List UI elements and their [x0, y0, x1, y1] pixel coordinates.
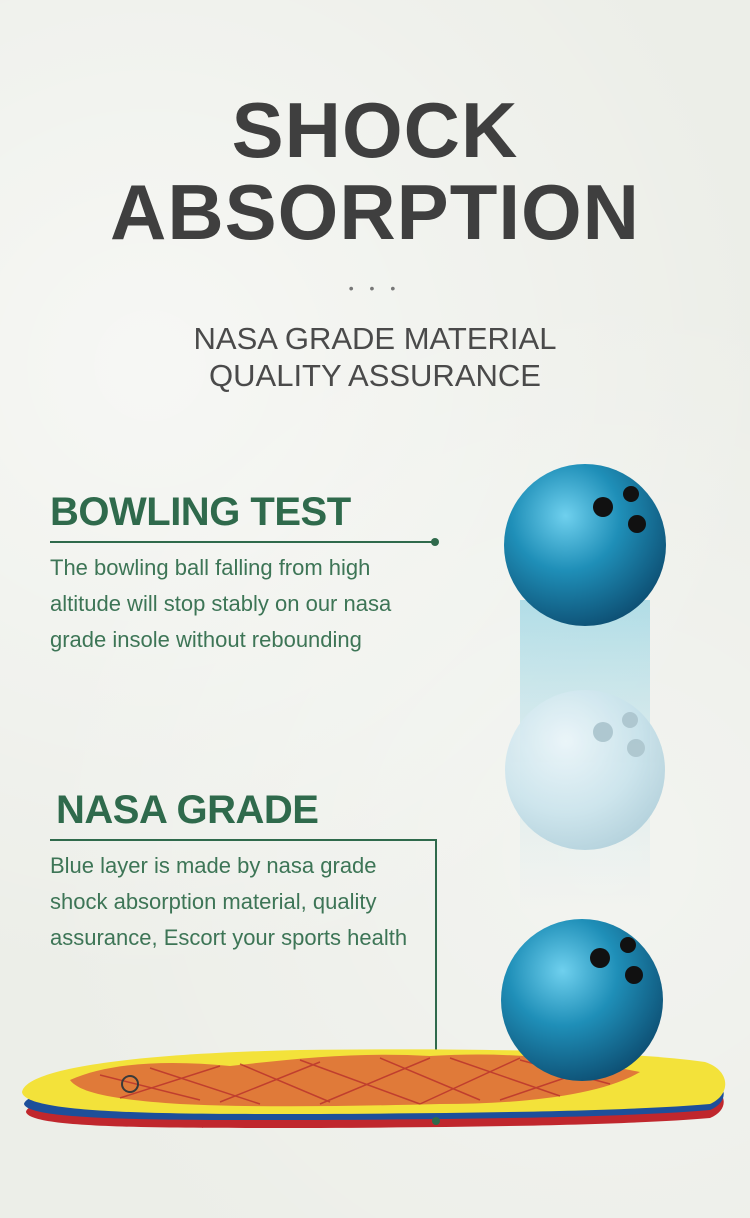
bowling-test-rule	[50, 541, 434, 543]
subtitle-line1: NASA GRADE MATERIAL	[193, 321, 557, 356]
subtitle-line2: QUALITY ASSURANCE	[209, 358, 541, 393]
bowling-test-heading: BOWLING TEST	[50, 490, 351, 534]
nasa-grade-connector-dot	[432, 1117, 440, 1125]
bowling-test-description: The bowling ball falling from high altitude will stop stably on our nasa grade insole without rebounding	[50, 555, 392, 652]
page-title-line2: ABSORPTION	[109, 168, 641, 256]
nasa-grade-connector	[435, 839, 437, 1119]
nasa-grade-rule	[50, 839, 436, 841]
nasa-grade-description: Blue layer is made by nasa grade shock absorption material, quality assurance, Escort your sports health	[50, 853, 408, 950]
bowling-test-rule-dot	[431, 538, 439, 546]
dots-divider: • • •	[348, 280, 402, 296]
page-title-line1: SHOCK	[231, 86, 519, 174]
nasa-grade-heading: NASA GRADE	[56, 788, 319, 832]
